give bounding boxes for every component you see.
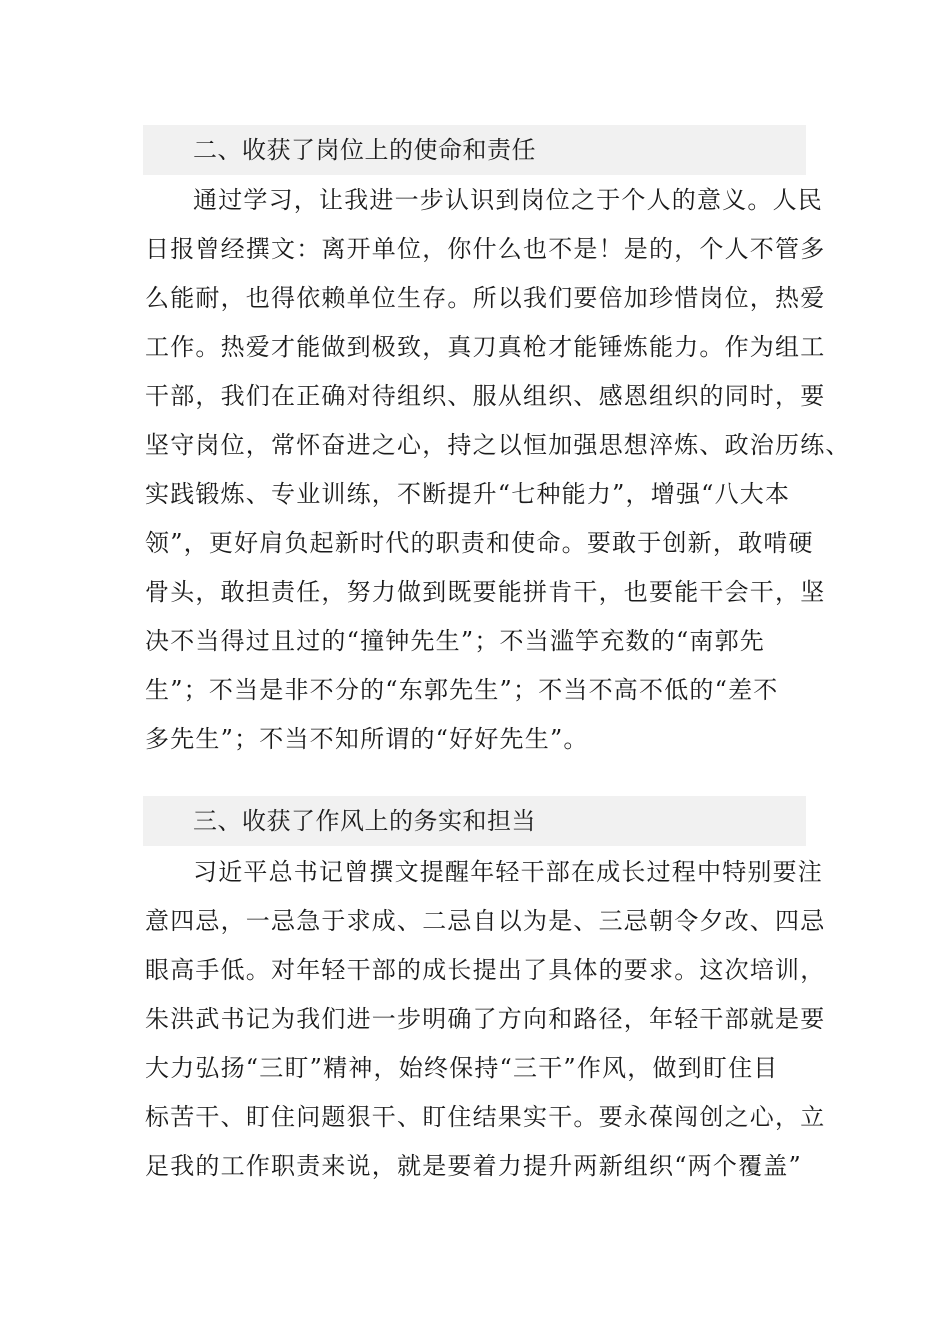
paragraph-line: 生”；不当是非不分的“东郭先生”；不当不高不低的“差不: [145, 676, 779, 704]
paragraph-line: 多先生”；不当不知所谓的“好好先生”。: [145, 725, 589, 753]
paragraph-line: 工作。热爱才能做到极致，真刀真枪才能锤炼能力。作为组工: [145, 333, 826, 361]
paragraph-line: 大力弘扬“三盯”精神，始终保持“三干”作风，做到盯住目: [145, 1054, 779, 1082]
paragraph-line: 通过学习，让我进一步认识到岗位之于个人的意义。人民: [193, 186, 823, 214]
section-heading-2: 二、收获了岗位上的使命和责任: [143, 125, 806, 175]
paragraph-line: 领”，更好肩负起新时代的职责和使命。要敢于创新，敢啃硬: [145, 529, 814, 557]
paragraph-line: 干部，我们在正确对待组织、服从组织、感恩组织的同时，要: [145, 382, 826, 410]
paragraph-line: 朱洪武书记为我们进一步明确了方向和路径，年轻干部就是要: [145, 1005, 826, 1033]
paragraph-line: 坚守岗位，常怀奋进之心，持之以恒加强思想淬炼、政治历练、: [145, 431, 851, 459]
paragraph-line: 实践锻炼、专业训练，不断提升“七种能力”，增强“八大本: [145, 480, 791, 508]
section-2-paragraph: [145, 176, 851, 764]
paragraph-line: 骨头，敢担责任，努力做到既要能拼肯干，也要能干会干，坚: [145, 578, 826, 606]
paragraph-line: 意四忌，一忌急于求成、二忌自以为是、三忌朝令夕改、四忌: [145, 907, 826, 935]
paragraph-line: 眼高手低。对年轻干部的成长提出了具体的要求。这次培训，: [145, 956, 826, 984]
paragraph-line: 习近平总书记曾撰文提醒年轻干部在成长过程中特别要注: [193, 858, 823, 886]
paragraph-line: 足我的工作职责来说，就是要着力提升两新组织“两个覆盖”: [145, 1152, 802, 1180]
paragraph-line: 标苦干、盯住问题狠干、盯住结果实干。要永葆闯创之心，立: [145, 1103, 826, 1131]
section-heading-3: 三、收获了作风上的务实和担当: [143, 796, 806, 846]
paragraph-line: 决不当得过且过的“撞钟先生”；不当滥竽充数的“南郭先: [145, 627, 766, 655]
paragraph-line: 日报曾经撰文：离开单位，你什么也不是！是的，个人不管多: [145, 235, 826, 263]
section-3-paragraph: [145, 848, 826, 1191]
paragraph-line: 么能耐，也得依赖单位生存。所以我们要倍加珍惜岗位，热爱: [145, 284, 826, 312]
